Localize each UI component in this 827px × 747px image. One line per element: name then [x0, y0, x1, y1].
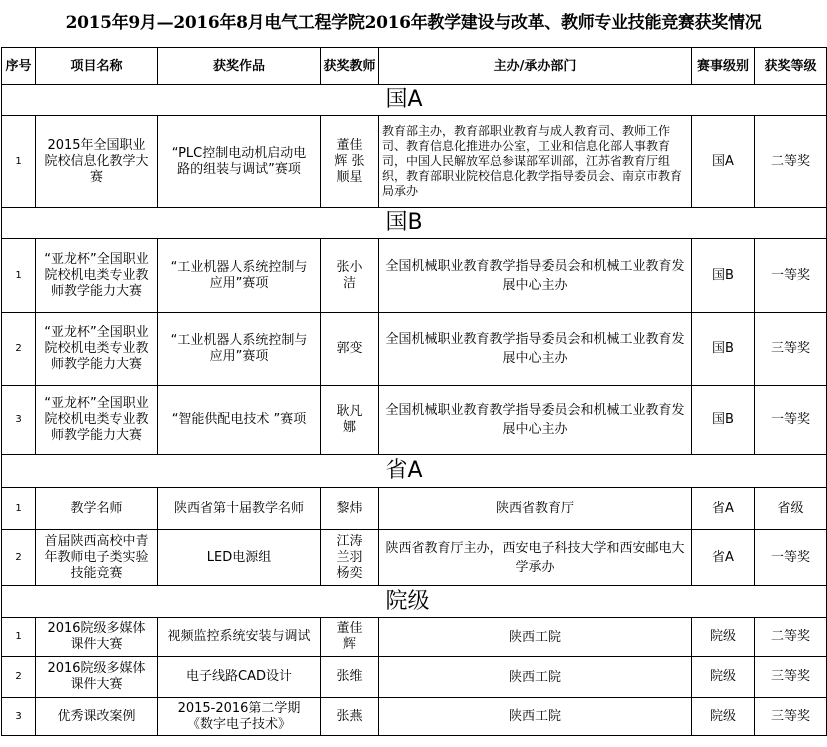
cell-level: 院级 — [692, 698, 755, 736]
cell-level: 省A — [692, 530, 755, 586]
cell-level: 国B — [692, 386, 755, 455]
header-award: 获奖等级 — [755, 48, 827, 85]
cell-project: 教学名师 — [36, 488, 158, 530]
cell-teacher: 董佳辉 张顺星 — [321, 116, 379, 208]
cell-award: 三等奖 — [755, 657, 827, 698]
cell-teacher: 张小洁 — [321, 239, 379, 313]
table-row — [2, 386, 827, 455]
cell-teacher: 张维 — [321, 657, 379, 698]
table-row — [2, 698, 827, 736]
cell-idx: 1 — [2, 239, 36, 313]
cell-level: 国B — [692, 313, 755, 386]
cell-teacher: 黎炜 — [321, 488, 379, 530]
cell-project: 2016院级多媒体课件大赛 — [36, 657, 158, 698]
header-row — [2, 48, 827, 85]
cell-work: “工业机器人系统控制与应用”赛项 — [158, 313, 321, 386]
cell-award: 三等奖 — [755, 698, 827, 736]
cell-teacher: 耿凡娜 — [321, 386, 379, 455]
page-title: 2015年9月—2016年8月电气工程学院2016年教学建设与改革、教师专业技能竞赛获奖情况 — [65, 13, 762, 33]
section-row — [2, 455, 827, 488]
table-row — [2, 618, 827, 657]
cell-project: 首届陕西高校中青年教师电子类实验技能竞赛 — [36, 530, 158, 586]
cell-work: 2015-2016第二学期《数字电子技术》 — [158, 698, 321, 736]
cell-project: “亚龙杯”全国职业院校机电类专业教师教学能力大赛 — [36, 239, 158, 313]
table-row — [2, 530, 827, 586]
cell-idx: 1 — [2, 488, 36, 530]
cell-project: “亚龙杯”全国职业院校机电类专业教师教学能力大赛 — [36, 386, 158, 455]
cell-idx: 2 — [2, 313, 36, 386]
table-row — [2, 313, 827, 386]
cell-dept: 陕西省教育厅主办，西安电子科技大学和西安邮电大学承办 — [379, 530, 692, 586]
awards-table — [1, 47, 827, 736]
cell-project: “亚龙杯”全国职业院校机电类专业教师教学能力大赛 — [36, 313, 158, 386]
table-row — [2, 239, 827, 313]
cell-level: 国A — [692, 116, 755, 208]
section-label: 院级 — [385, 588, 430, 614]
cell-award: 一等奖 — [755, 239, 827, 313]
cell-idx: 1 — [2, 618, 36, 657]
header-idx: 序号 — [2, 48, 36, 85]
cell-work: 视频监控系统安装与调试 — [158, 618, 321, 657]
header-dept: 主办/承办部门 — [379, 48, 692, 85]
header-work: 获奖作品 — [158, 48, 321, 85]
cell-idx: 3 — [2, 386, 36, 455]
cell-idx: 3 — [2, 698, 36, 736]
table-body — [2, 85, 827, 736]
cell-award: 二等奖 — [755, 116, 827, 208]
table-row — [2, 116, 827, 208]
cell-dept: 陕西工院 — [379, 657, 692, 698]
cell-idx: 2 — [2, 657, 36, 698]
cell-work: “PLC控制电动机启动电路的组装与调试”赛项 — [158, 116, 321, 208]
cell-dept: 陕西工院 — [379, 618, 692, 657]
cell-award: 省级 — [755, 488, 827, 530]
cell-award: 三等奖 — [755, 313, 827, 386]
cell-project: 2015年全国职业院校信息化教学大赛 — [36, 116, 158, 208]
section-row — [2, 208, 827, 239]
cell-dept: 全国机械职业教育教学指导委员会和机械工业教育发展中心主办 — [379, 313, 692, 386]
cell-award: 一等奖 — [755, 386, 827, 455]
cell-work: “工业机器人系统控制与应用”赛项 — [158, 239, 321, 313]
cell-work: 陕西省第十届教学名师 — [158, 488, 321, 530]
cell-dept: 教育部主办，教育部职业教育与成人教育司、教师工作司、教育信息化推进办公室，工业和信息化部人事教育司，中国人民解放军总参谋部军训部，江苏省教育厅组织，教育部职业院校信息化教学指导委员会、南京市教育局承办 — [379, 116, 692, 208]
section-row — [2, 85, 827, 116]
cell-teacher: 张燕 — [321, 698, 379, 736]
cell-teacher: 江涛 兰羽 杨奕 — [321, 530, 379, 586]
cell-dept: 陕西省教育厅 — [379, 488, 692, 530]
table-row — [2, 488, 827, 530]
header-teacher: 获奖教师 — [321, 48, 379, 85]
cell-teacher: 董佳辉 — [321, 618, 379, 657]
header-project: 项目名称 — [36, 48, 158, 85]
header-level: 赛事级别 — [692, 48, 755, 85]
cell-work: “智能供配电技术 ”赛项 — [158, 386, 321, 455]
section-label: 省A — [385, 458, 423, 483]
cell-level: 院级 — [692, 657, 755, 698]
table-row — [2, 657, 827, 698]
cell-dept: 陕西工院 — [379, 698, 692, 736]
cell-idx: 1 — [2, 116, 36, 208]
section-row — [2, 586, 827, 618]
section-label: 国A — [385, 87, 423, 112]
cell-level: 国B — [692, 239, 755, 313]
cell-level: 省A — [692, 488, 755, 530]
cell-project: 优秀课改案例 — [36, 698, 158, 736]
cell-award: 一等奖 — [755, 530, 827, 586]
cell-idx: 2 — [2, 530, 36, 586]
cell-dept: 全国机械职业教育教学指导委员会和机械工业教育发展中心主办 — [379, 239, 692, 313]
cell-award: 二等奖 — [755, 618, 827, 657]
section-label: 国B — [385, 210, 423, 235]
cell-work: 电子线路CAD设计 — [158, 657, 321, 698]
cell-teacher: 郭变 — [321, 313, 379, 386]
cell-level: 院级 — [692, 618, 755, 657]
cell-dept: 全国机械职业教育教学指导委员会和机械工业教育发展中心主办 — [379, 386, 692, 455]
cell-work: LED电源组 — [158, 530, 321, 586]
cell-project: 2016院级多媒体课件大赛 — [36, 618, 158, 657]
